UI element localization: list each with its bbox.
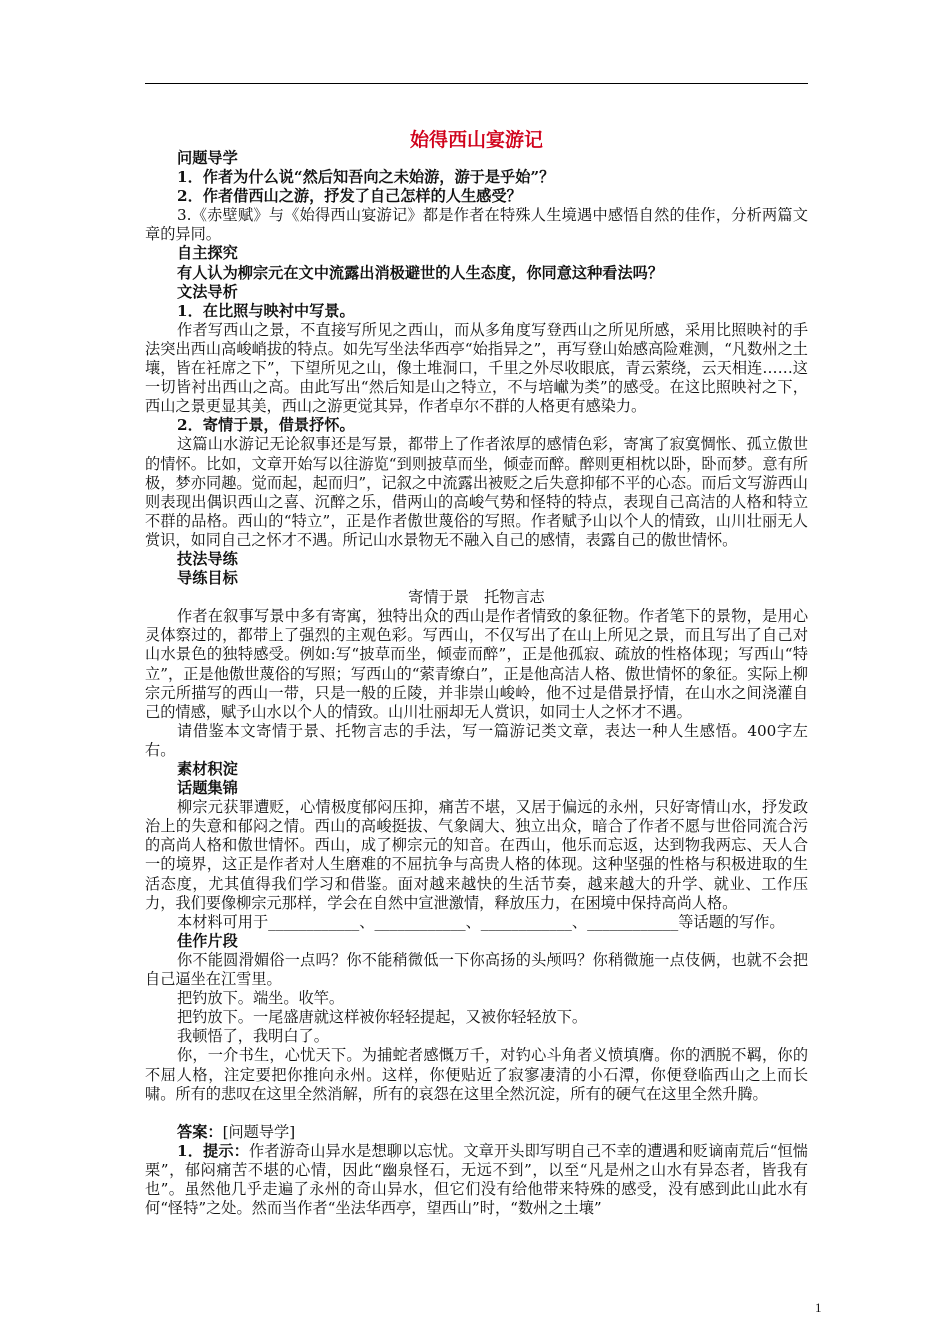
document-body (145, 128, 808, 1218)
material-topic-heading: 话题集锦 (177, 779, 238, 798)
answer-1 (145, 1142, 808, 1218)
excerpt-paragraph-5: 你，一介书生，心忧天下。为捕蛇者感慨万千，对钓心斗角者义愤填膺。你的洒脱不羁，你的不屈人格，注定要把你推向永州。这样，你便贴近了寂寥凄清的小石潭，你便登临西山之上而长啸。所有的悲叹在这里全然消解，所有的哀怨在这里全然沉淀，所有的硬气在这里全然升腾。 (145, 1046, 808, 1103)
practice-text: 作者在叙事写景中多有寄寓，独特出众的西山是作者情致的象征物。作者笔下的景物，是用心灵体察过的，都带上了强烈的主观色彩。写西山，不仅写出了在山上所见之景，而且写出了自己对山水景色的独特感受。例如:写“披草而坐，倾壶而醉”，正是他孤寂、疏放的性格体现；写西山“特立”，正是他傲世蔑俗的写照；写西山的“萦青缭白”，正是他高洁人格、傲世情怀的象征。实际上柳宗元所描写的西山一带，只是一般的丘陵，并非崇山峻岭，他不过是借景抒情，在山水之间浇灌自己的情感，赋予山水以个人的情致。山川壮丽却无人赏识，如同士人之怀才不遇。 (145, 607, 808, 721)
section-heading-analysis: 文法导析 (177, 282, 238, 301)
material-text: 柳宗元获罪遭贬，心情极度郁闷压抑，痛苦不堪，又居于偏远的永州，只好寄情山水，抒发政治上的失意和郁闷之情。西山的高峻挺拔、气象阔大、独立出众，暗合了作者不愿与世俗同流合污的高尚人格和傲世情怀。西山，成了柳宗元的知音。在西山，他乐而忘返，达到物我两忘、天人合一的境界，这正是作者对人生磨难的不屈抗争与高贵人格的体现。这种坚强的性格与积极进取的生活态度，尤其值得我们学习和借鉴。面对越来越快的生活节奏，越来越大的升学、就业、工作压力，我们要像柳宗元那样，学会在自然中宣泄激情，释放压力，在困境中保持高尚人格。 (145, 798, 808, 912)
question-3: 3.《赤壁赋》与《始得西山宴游记》都是作者在特殊人生境遇中感悟自然的佳作，分析两篇文章的异同。 (145, 206, 808, 244)
analysis-point-2-heading: 2．寄情于景，借景抒怀。 (177, 416, 355, 435)
excerpt-paragraph-4: 我顿悟了，我明白了。 (177, 1027, 329, 1046)
answer-1-text: 作者游奇山异水是想聊以忘忧。文章开头即写明自己不幸的遭遇和贬谪南荒后“恒惴栗”，郁闷痛苦不堪的心情，因此“幽泉怪石，无远不到”，以至“凡是州之山水有异态者，皆我有也”。虽然他几乎走遍了永州的奇山异水，但它们没有给他带来特殊的感受，没有感到此山此水有何“怪特”之处。然而当作者“坐法华西亭，望西山”时，“数州之土壤” (145, 1141, 808, 1218)
section-heading-material: 素材积淀 (177, 760, 238, 778)
excerpt-paragraph-1: 你不能圆滑媚俗一点吗？你不能稍微低一下你高扬的头颅吗？你稍微施一点伎俩，也就不会把自己逼坐在江雪里。 (145, 950, 808, 989)
answer-heading (145, 1123, 808, 1142)
page-number: 1 (815, 1300, 822, 1315)
material-usage: 本材料可用于____________、____________、____________、____________等话题的写作。 (177, 912, 785, 931)
section-heading-guide: 问题导学 (177, 149, 238, 167)
answer-1-label: 1．提示： (177, 1141, 249, 1160)
spacer (145, 1104, 808, 1123)
analysis-point-1-text: 作者写西山之景，不直接写所见之西山，而从多角度写登西山之所见所感，采用比照映衬的手法突出西山高峻峭拔的特点。如先写坐法华西亭“始指异之”，再写登山始感高险难测，“凡数州之土壤，皆在衽席之下”，下望所见之山，像土堆洞口，千里之外尽收眼底，青云萦绕，云天相连……这一切皆衬出西山之高。由此写出“然后知是山之特立，不与培𪩘为类”的感受。在这比照映衬之下，西山之景更显其美，西山之游更觉其异，作者卓尔不群的人格更有感染力。 (145, 320, 808, 416)
analysis-point-2-text: 这篇山水游记无论叙事还是写景，都带上了作者浓厚的感情色彩，寄寓了寂寞惆怅、孤立傲世的情怀。比如，文章开始写以往游览“到则披草而坐，倾壶而醉。醉则更相枕以卧，卧而梦。意有所极，梦亦同趣。觉而起，起而归”，记叙之中流露出被贬之后失意抑郁不平的心态。而后文写游西山则表现出偶识西山之喜、沉醉之乐，借两山的高峻气势和怪特的特点，表现自己高洁的人格和特立不群的品格。西山的“特立”，正是作者傲世蔑俗的写照。作者赋予山以个人的情致，山川壮丽无人赏识，如同自己之怀才不遇。所记山水景物无不融入自己的感情，表露自己的傲世情怀。 (145, 435, 808, 549)
question-1: 1．作者为什么说“然后知吾向之未始游，游于是乎始”？ (177, 168, 555, 187)
practice-goal-heading: 导练目标 (177, 569, 238, 588)
section-heading-explore: 自主探究 (177, 244, 238, 263)
practice-goal-title: 寄情于景 托物言志 (408, 588, 545, 607)
answer-tag: [问题导学] (222, 1122, 296, 1141)
answer-label: 答案： (177, 1122, 223, 1141)
header-rule (145, 83, 808, 84)
excerpt-paragraph-3: 把钓放下。一尾盛唐就这样被你轻轻提起，又被你轻轻放下。 (177, 1008, 588, 1027)
excerpt-paragraph-2: 把钓放下。端坐。收竿。 (177, 989, 345, 1008)
section-heading-practice: 技法导练 (177, 549, 238, 568)
practice-task: 请借鉴本文寄情于景、托物言志的手法，写一篇游记类文章，表达一种人生感悟。400字左右。 (145, 721, 808, 759)
analysis-point-1-heading: 1．在比照与映衬中写景。 (177, 301, 355, 320)
page-title: 始得西山宴游记 (409, 129, 543, 151)
section-heading-excerpt: 佳作片段 (177, 931, 238, 950)
explore-question: 有人认为柳宗元在文中流露出消极避世的人生态度，你同意这种看法吗？ (177, 263, 663, 282)
question-2: 2．作者借西山之游，抒发了自己怎样的人生感受？ (177, 187, 522, 206)
